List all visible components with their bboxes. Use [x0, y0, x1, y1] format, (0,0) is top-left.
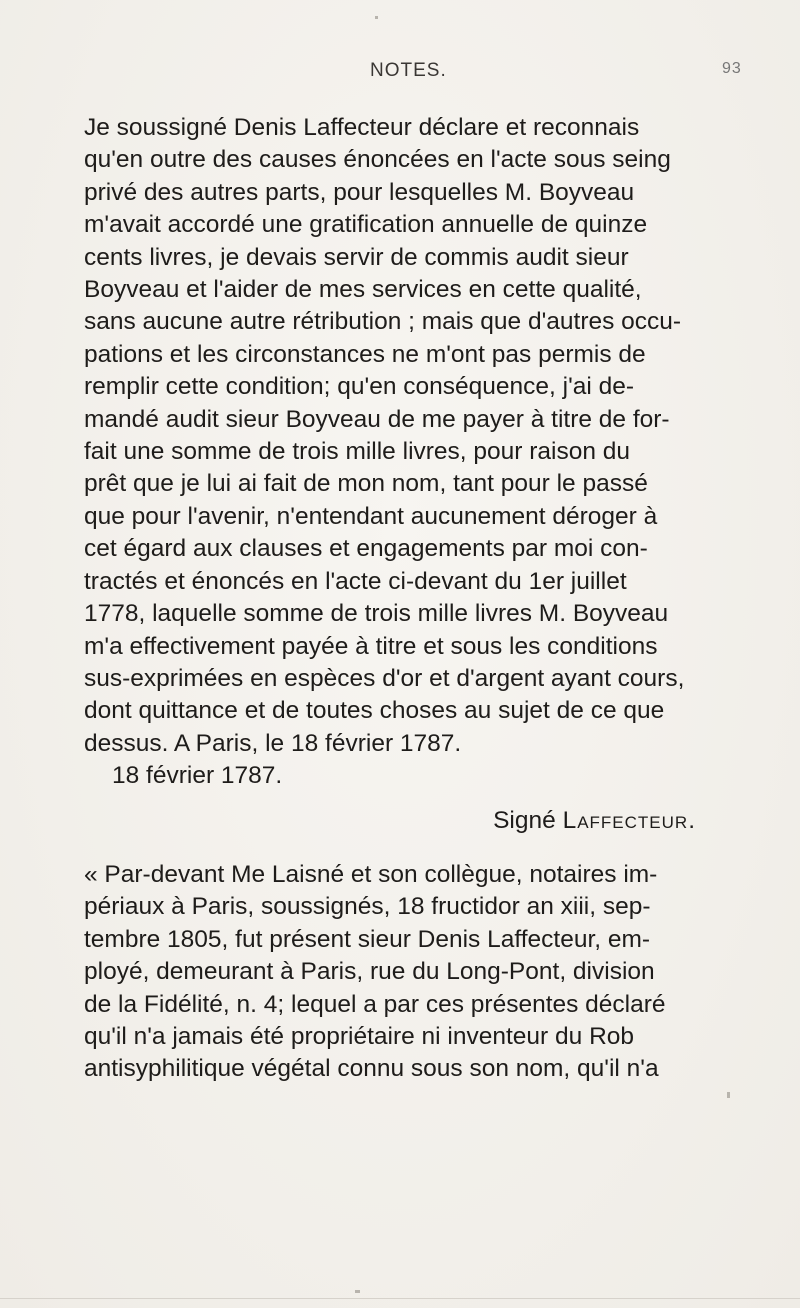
text-line: cents livres, je devais servir de commis audit sieur	[84, 243, 629, 271]
signature-name: Laffecteur.	[562, 806, 696, 834]
signature-prefix: Signé	[493, 806, 563, 834]
text-line: sans aucune autre rétribution ; mais que d'autres occu-	[84, 308, 682, 336]
text-line: périaux à Paris, soussignés, 18 fructidor an xiii, sep-	[84, 893, 651, 921]
signature-line	[56, 805, 772, 837]
page-number: 93	[722, 60, 742, 77]
scan-speck	[355, 1290, 360, 1293]
text-line: mandé audit sieur Boyveau de me payer à titre de for-	[84, 405, 670, 433]
text-line: pations et les circonstances ne m'ont pas permis de	[84, 340, 646, 368]
scan-speck	[375, 16, 378, 19]
text-line: fait une somme de trois mille livres, pour raison du	[84, 438, 631, 466]
text-line: prêt que je lui ai fait de mon nom, tant pour le passé	[84, 470, 648, 498]
text-line: remplir cette condition; qu'en conséquence, j'ai de-	[84, 373, 635, 401]
text-line: dont quittance et de toutes choses au sujet de ce que	[84, 697, 665, 725]
notary-paragraph	[56, 859, 772, 1086]
text-line: antisyphilitique végétal connu sous son nom, qu'il n'a	[84, 1055, 659, 1083]
text-line: qu'il n'a jamais été propriétaire ni inventeur du Rob	[84, 1022, 635, 1050]
page-header	[0, 52, 800, 82]
text-line: de la Fidélité, n. 4; lequel a par ces présentes déclaré	[84, 990, 666, 1018]
running-head: NOTES.	[370, 60, 447, 81]
text-line: cet égard aux clauses et engagements par moi con-	[84, 535, 648, 563]
text-line: tembre 1805, fut présent sieur Denis Laffecteur, em-	[84, 925, 651, 953]
text-line: Boyveau et l'aider de mes services en cette qualité,	[84, 276, 642, 304]
text-line: que pour l'avenir, n'entendant aucunement déroger à	[84, 502, 658, 530]
text-line: dessus. A Paris, le 18 février 1787.	[84, 729, 462, 757]
text-line: ployé, demeurant à Paris, rue du Long-Pont, division	[84, 958, 655, 986]
text-line: 1778, laquelle somme de trois mille livres M. Boyveau	[84, 600, 669, 628]
text-line: m'a effectivement payée à titre et sous les conditions	[84, 632, 658, 660]
date-line: 18 février 1787.	[112, 762, 283, 790]
text-line: Je soussigné Denis Laffecteur déclare et reconnais	[84, 114, 640, 141]
scan-speck	[727, 1092, 730, 1098]
page-bottom-shadow	[0, 1298, 800, 1299]
declaration-paragraph	[56, 112, 772, 837]
text-line: qu'en outre des causes énoncées en l'acte sous seing	[84, 146, 671, 174]
text-line: privé des autres parts, pour lesquelles M. Boyveau	[84, 178, 635, 206]
text-line: « Par-devant Me Laisné et son collègue, notaires im-	[84, 860, 658, 888]
text-line: tractés et énoncés en l'acte ci-devant du 1er juillet	[84, 567, 627, 595]
text-line: sus-exprimées en espèces d'or et d'argent ayant cours,	[84, 664, 685, 692]
body-text	[56, 112, 772, 1086]
text-line: m'avait accordé une gratification annuelle de quinze	[84, 211, 648, 239]
